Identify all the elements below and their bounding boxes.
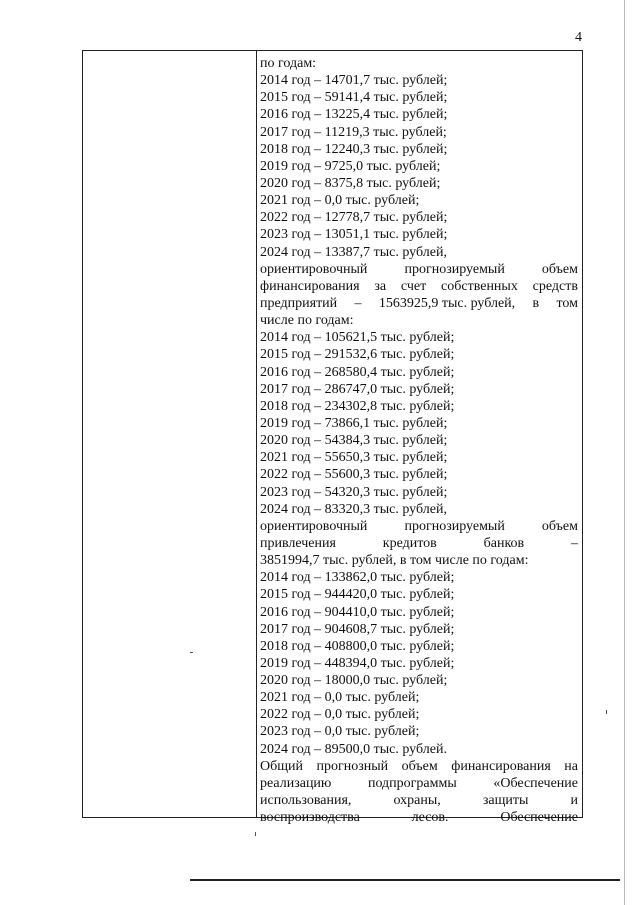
word: в — [532, 295, 540, 311]
document-table — [82, 50, 583, 826]
text-line: 2020 год – 18000,0 тыс. рублей; — [260, 673, 448, 689]
text-line: 2021 год – 55650,3 тыс. рублей; — [260, 450, 448, 466]
word: 1563925,9 тыс. рублей, — [378, 295, 516, 311]
text-line: 2017 год – 904608,7 тыс. рублей; — [260, 621, 455, 637]
word: собственных — [441, 278, 518, 294]
word: ориентировочный — [260, 261, 368, 277]
word: за — [374, 278, 387, 294]
word: Общий — [260, 758, 303, 774]
page-number: 4 — [575, 30, 582, 45]
word: охраны, — [393, 793, 441, 809]
word: прогнозный — [316, 758, 389, 774]
word: счет — [400, 278, 427, 294]
word: объем — [401, 758, 438, 774]
word: «Обеспечение — [493, 775, 578, 791]
column-divider — [256, 51, 257, 817]
text-line: 2016 год – 904410,0 тыс. рублей; — [260, 604, 455, 620]
word: привлечения — [260, 535, 336, 551]
word: банков — [483, 535, 525, 551]
text-line: 2019 год – 73866,1 тыс. рублей; — [260, 415, 448, 431]
word: финансирования — [260, 278, 360, 294]
scan-edge-line — [190, 879, 620, 881]
text-line: числе по годам: — [260, 313, 354, 329]
word: лесов. — [411, 810, 449, 826]
justified-line — [260, 261, 578, 278]
text-line: 3851994,7 тыс. рублей, в том числе по годам: — [260, 553, 529, 569]
text-line: 2017 год – 11219,3 тыс. рублей; — [260, 124, 447, 140]
text-line: 2022 год – 55600,3 тыс. рублей; — [260, 467, 448, 483]
text-line: 2018 год – 234302,8 тыс. рублей; — [260, 398, 455, 414]
word: использования, — [260, 793, 352, 809]
justified-line — [260, 775, 578, 792]
word: Обеспечение — [500, 810, 578, 826]
justified-line — [260, 278, 578, 295]
text-line: 2023 год – 54320,3 тыс. рублей; — [260, 484, 448, 500]
word: ориентировочный — [260, 518, 368, 534]
word: прогнозируемый — [404, 261, 505, 277]
word: объем — [541, 261, 578, 277]
text-line: 2020 год – 8375,8 тыс. рублей; — [260, 175, 441, 191]
text-line: 2022 год – 12778,7 тыс. рублей; — [260, 210, 448, 226]
word: подпрограммы — [367, 775, 457, 791]
text-line: 2024 год – 89500,0 тыс. рублей. — [260, 741, 447, 757]
word: предприятий — [260, 295, 338, 311]
text-line: 2023 год – 13051,1 тыс. рублей; — [260, 227, 448, 243]
word: том — [556, 295, 578, 311]
justified-line — [260, 518, 578, 535]
scan-speck — [255, 832, 256, 836]
text-line: 2016 год – 13225,4 тыс. рублей; — [260, 107, 448, 123]
text-line: 2016 год – 268580,4 тыс. рублей; — [260, 364, 455, 380]
text-line: 2014 год – 14701,7 тыс. рублей; — [260, 73, 448, 89]
table-cell-text — [260, 55, 578, 826]
word: воспроизводства — [260, 810, 360, 826]
word: средств — [532, 278, 578, 294]
justified-line — [260, 535, 578, 552]
scan-speck — [606, 710, 607, 714]
word: объем — [541, 518, 578, 534]
text-line: 2015 год – 59141,4 тыс. рублей; — [260, 90, 448, 106]
text-line: 2019 год – 448394,0 тыс. рублей; — [260, 655, 455, 671]
text-line: 2018 год – 408800,0 тыс. рублей; — [260, 638, 455, 654]
justified-line — [260, 295, 578, 312]
text-line: 2023 год – 0,0 тыс. рублей; — [260, 724, 420, 740]
word: защиты — [482, 793, 529, 809]
text-line: 2014 год – 133862,0 тыс. рублей; — [260, 570, 455, 586]
scan-speck — [190, 652, 193, 653]
text-line: 2020 год – 54384,3 тыс. рублей; — [260, 433, 448, 449]
text-line: 2015 год – 291532,6 тыс. рублей; — [260, 347, 455, 363]
word: на — [564, 758, 578, 774]
justified-line — [260, 809, 578, 826]
text-line: по годам: — [260, 56, 317, 71]
word: – — [570, 535, 578, 551]
word: прогнозируемый — [404, 518, 505, 534]
text-line: 2014 год – 105621,5 тыс. рублей; — [260, 330, 455, 346]
word: кредитов — [382, 535, 437, 551]
text-line: 2017 год – 286747,0 тыс. рублей; — [260, 381, 455, 397]
scan-edge-line — [624, 0, 625, 905]
text-line: 2018 год – 12240,3 тыс. рублей; — [260, 141, 448, 157]
word: и — [570, 793, 578, 809]
justified-line — [260, 792, 578, 809]
word: – — [354, 295, 362, 311]
justified-line — [260, 758, 578, 775]
text-line: 2021 год – 0,0 тыс. рублей; — [260, 690, 420, 706]
text-line: 2021 год – 0,0 тыс. рублей; — [260, 193, 420, 209]
text-line: 2022 год – 0,0 тыс. рублей; — [260, 707, 420, 723]
text-line: 2015 год – 944420,0 тыс. рублей; — [260, 587, 455, 603]
text-line: 2024 год – 13387,7 тыс. рублей, — [260, 244, 447, 260]
text-line: 2019 год – 9725,0 тыс. рублей; — [260, 158, 441, 174]
word: финансирования — [451, 758, 551, 774]
text-line: 2024 год – 83320,3 тыс. рублей, — [260, 501, 447, 517]
word: реализацию — [260, 775, 332, 791]
